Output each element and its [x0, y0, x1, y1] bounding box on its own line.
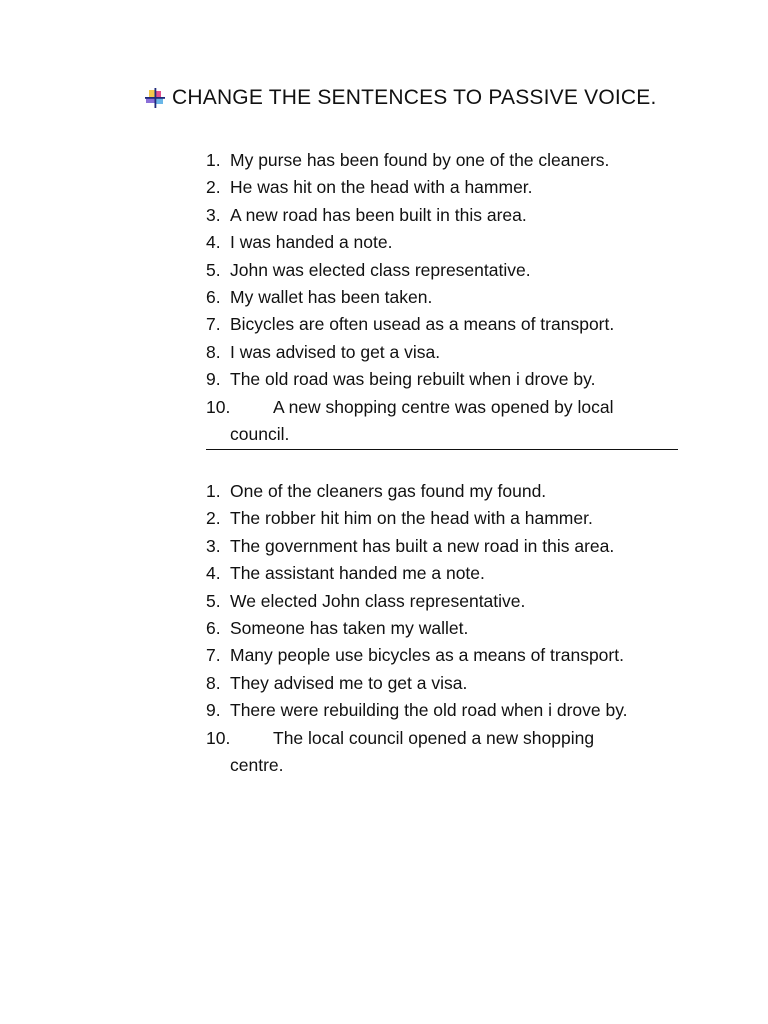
- item-text: The robber hit him on the head with a hammer.: [230, 508, 593, 529]
- item-number: 10.: [206, 396, 231, 417]
- section-divider: [206, 449, 678, 450]
- list-item: [206, 588, 678, 615]
- item-number: 8.: [206, 341, 221, 362]
- item-number: 6.: [206, 618, 221, 639]
- item-text: They advised me to get a visa.: [230, 672, 468, 693]
- list-item: [206, 505, 678, 532]
- item-text: The government has built a new road in this area.: [230, 535, 615, 556]
- item-text: Someone has taken my wallet.: [230, 618, 469, 639]
- item-number: 7.: [206, 645, 221, 666]
- item-text: A new road has been built in this area.: [230, 204, 527, 225]
- item-text-continuation: council.: [230, 424, 290, 445]
- item-number: 2.: [206, 508, 221, 529]
- item-text: A new shopping centre was opened by local: [273, 396, 614, 417]
- item-number: 5.: [206, 259, 221, 280]
- active-sentences-list: [206, 478, 678, 779]
- item-text: We elected John class representative.: [230, 590, 526, 611]
- list-item: [206, 339, 678, 366]
- item-number: 4.: [206, 563, 221, 584]
- list-item: [206, 311, 678, 338]
- list-item: [206, 229, 678, 256]
- passive-sentences-list: [206, 147, 678, 448]
- item-number: 4.: [206, 232, 221, 253]
- item-text: John was elected class representative.: [230, 259, 531, 280]
- item-text: The local council opened a new shopping: [273, 727, 595, 748]
- item-text: He was hit on the head with a hammer.: [230, 177, 533, 198]
- item-text: The assistant handed me a note.: [230, 563, 485, 584]
- item-text: The old road was being rebuilt when i drove by.: [230, 369, 596, 390]
- list-item: [206, 394, 678, 449]
- list-item: [206, 257, 678, 284]
- item-number: 9.: [206, 369, 221, 390]
- list-item: [206, 615, 678, 642]
- item-text-continuation: centre.: [230, 755, 284, 776]
- item-text: I was handed a note.: [230, 232, 393, 253]
- list-item: [206, 366, 678, 393]
- list-item: [206, 147, 678, 174]
- item-number: 10.: [206, 727, 231, 748]
- list-item: [206, 202, 678, 229]
- item-number: 3.: [206, 204, 221, 225]
- item-text: One of the cleaners gas found my found.: [230, 481, 547, 501]
- item-text: Bicycles are often usead as a means of transport.: [230, 314, 615, 335]
- list-item: [206, 174, 678, 201]
- list-item: [206, 725, 678, 780]
- item-number: 9.: [206, 700, 221, 721]
- item-number: 1.: [206, 481, 221, 501]
- item-text: There were rebuilding the old road when i drove by.: [230, 700, 628, 721]
- title-row: [144, 86, 657, 110]
- item-number: 2.: [206, 177, 221, 198]
- item-number: 3.: [206, 535, 221, 556]
- item-number: 6.: [206, 287, 221, 308]
- page-title: CHANGE THE SENTENCES TO PASSIVE VOICE.: [172, 86, 657, 109]
- item-text: My wallet has been taken.: [230, 287, 433, 308]
- list-item: [206, 533, 678, 560]
- list-item: [206, 560, 678, 587]
- item-text: Many people use bicycles as a means of transport.: [230, 645, 624, 666]
- item-text: I was advised to get a visa.: [230, 341, 441, 362]
- list-item: [206, 697, 678, 724]
- item-text: My purse has been found by one of the cleaners.: [230, 150, 610, 170]
- item-number: 5.: [206, 590, 221, 611]
- list-item: [206, 478, 678, 505]
- list-item: [206, 642, 678, 669]
- item-number: 1.: [206, 150, 221, 170]
- list-item: [206, 670, 678, 697]
- item-number: 8.: [206, 672, 221, 693]
- quad-color-bullet-icon: [144, 87, 166, 109]
- list-item: [206, 284, 678, 311]
- item-number: 7.: [206, 314, 221, 335]
